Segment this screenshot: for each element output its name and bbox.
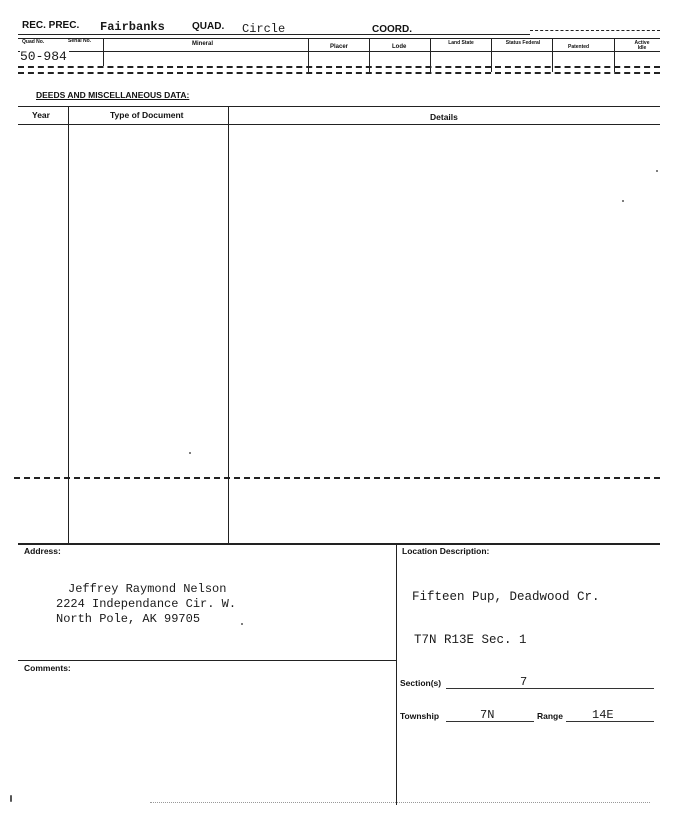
quad-value: Circle: [242, 22, 286, 36]
scan-noise: [150, 802, 650, 803]
coord-label: COORD.: [372, 24, 412, 35]
type-column-header: Type of Document: [110, 110, 184, 120]
claim-table-bottom-dashed: [18, 66, 660, 68]
scan-speck: [656, 170, 658, 172]
section-label: Section(s): [400, 678, 442, 688]
location-description-label: Location Description:: [402, 546, 490, 556]
address-line-2: 2224 Independance Cir. W.: [56, 597, 237, 611]
land-state-header: Land State: [448, 40, 474, 46]
deeds-header-top: [18, 106, 660, 107]
deeds-section-title: DEEDS AND MISCELLANEOUS DATA:: [36, 90, 190, 100]
claim-header-bottom: [18, 51, 660, 52]
address-section-top: [18, 543, 660, 545]
rec-prec-value: Fairbanks: [100, 20, 165, 34]
status-federal-header: Status Federal: [505, 40, 541, 46]
details-column-header: Details: [430, 112, 458, 122]
scan-speck: [10, 795, 12, 802]
scan-speck: [622, 200, 624, 202]
address-line-1: Jeffrey Raymond Nelson: [68, 582, 227, 596]
address-line-3: North Pole, AK 99705: [56, 612, 201, 626]
patented-header: Patented: [568, 44, 590, 50]
claim-table-top: [18, 38, 660, 39]
claim-col-divider: [103, 38, 104, 66]
year-column-header: Year: [32, 110, 50, 120]
placer-header: Placer: [330, 44, 349, 50]
township-label: Township: [400, 711, 440, 721]
quad-label: QUAD.: [192, 21, 225, 32]
section-underline: [446, 688, 654, 689]
range-label: Range: [537, 711, 563, 721]
quad-no-header: Quad No.: [22, 39, 45, 45]
lode-header: Lode: [392, 44, 407, 50]
quad-no-value: 50-984: [20, 49, 67, 64]
active-idle-header: Active Idle: [634, 40, 650, 51]
location-line-2: T7N R13E Sec. 1: [414, 633, 527, 647]
lower-section-divider: [396, 543, 397, 805]
range-value: 14E: [592, 708, 614, 722]
serial-no-header: Serial No.: [68, 38, 92, 44]
scan-speck: [241, 623, 243, 625]
scan-speck: [189, 452, 191, 454]
township-value: 7N: [480, 708, 495, 722]
section-value: 7: [520, 675, 528, 689]
header-rule: [18, 34, 530, 35]
comments-section-top: [18, 660, 396, 661]
location-line-1: Fifteen Pup, Deadwood Cr.: [412, 590, 600, 604]
comments-label: Comments:: [24, 663, 71, 673]
deeds-header-bottom: [18, 124, 660, 125]
header-rule-dashed: [530, 30, 660, 31]
mineral-header: Mineral: [192, 41, 214, 47]
address-label: Address:: [24, 546, 61, 556]
deeds-dashed-rule: [14, 477, 660, 479]
rec-prec-label: REC. PREC.: [22, 20, 80, 31]
claim-table-bottom-dashed: [18, 72, 660, 74]
